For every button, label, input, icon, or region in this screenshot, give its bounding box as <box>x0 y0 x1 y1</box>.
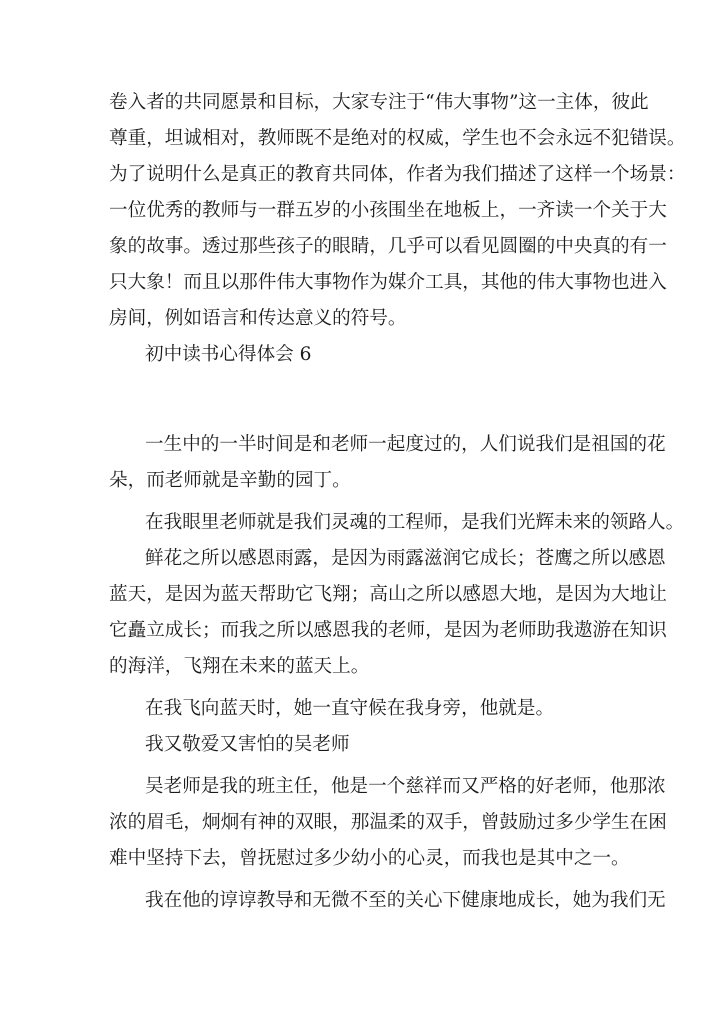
paragraph-7-line-2: 浓的眉毛，炯炯有神的双眼，那温柔的双手，曾鼓励过多少学生在困 <box>109 812 667 833</box>
paragraph-1-line-3: 为了说明什么是真正的教育共同体，作者为我们描述了这样一个场景： <box>109 164 686 185</box>
paragraph-1-line-1: 卷入者的共同愿景和目标，大家专注于“伟大事物”这一主体，彼此 <box>109 92 649 113</box>
paragraph-7-line-1: 吴老师是我的班主任，他是一个慈祥而又严格的好老师，他那浓 <box>145 776 666 797</box>
paragraph-6: 我又敬爱又害怕的吴老师 <box>145 734 350 755</box>
paragraph-3: 在我眼里老师就是我们灵魂的工程师，是我们光辉未来的领路人。 <box>145 512 685 533</box>
paragraph-7-line-3: 难中坚持下去，曾抚慰过多少幼小的心灵，而我也是其中之一。 <box>109 848 630 869</box>
paragraph-5: 在我飞向蓝天时，她一直守候在我身旁，他就是。 <box>145 698 555 719</box>
paragraph-2-line-2: 朵，而老师就是辛勤的园丁。 <box>109 470 351 491</box>
paragraph-4-line-1: 鲜花之所以感恩雨露，是因为雨露滋润它成长；苍鹰之所以感恩 <box>145 548 666 569</box>
paragraph-8-line-1: 我在他的谆谆教导和无微不至的关心下健康地成长，她为我们无 <box>145 890 666 911</box>
paragraph-1-line-6: 只大象！而且以那件伟大事物作为媒介工具，其他的伟大事物也进入 <box>109 272 667 293</box>
paragraph-1-line-7: 房间，例如语言和传达意义的符号。 <box>109 308 407 329</box>
paragraph-4-line-2: 蓝天，是因为蓝天帮助它飞翔；高山之所以感恩大地，是因为大地让 <box>109 584 667 605</box>
paragraph-1-line-4: 一位优秀的教师与一群五岁的小孩围坐在地板上，一齐读一个关于大 <box>109 200 667 221</box>
paragraph-2-line-1: 一生中的一半时间是和老师一起度过的，人们说我们是祖国的花 <box>145 434 666 455</box>
section-heading: 初中读书心得体会 6 <box>145 344 312 365</box>
paragraph-4-line-3: 它矗立成长；而我之所以感恩我的老师，是因为老师助我遨游在知识 <box>109 620 667 641</box>
paragraph-1-line-2: 尊重，坦诚相对，教师既不是绝对的权威，学生也不会永远不犯错误。 <box>109 128 686 149</box>
paragraph-1-line-5: 象的故事。透过那些孩子的眼睛，几乎可以看见圆圈的中央真的有一 <box>109 236 667 257</box>
paragraph-4-line-4: 的海洋，飞翔在未来的蓝天上。 <box>109 656 370 677</box>
